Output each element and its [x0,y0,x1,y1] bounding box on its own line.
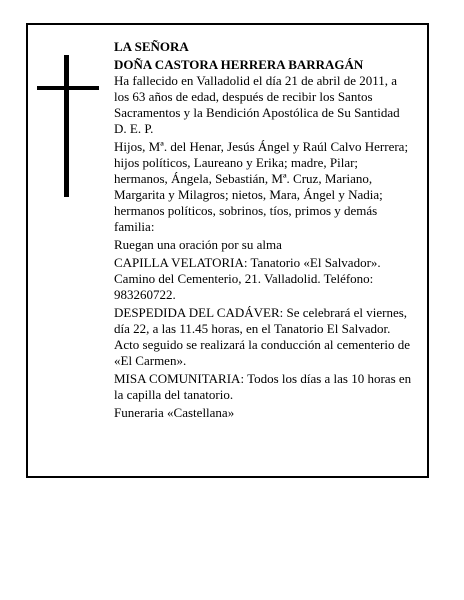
prayer-request: Ruegan una oración por su alma [114,237,282,252]
wake-chapel-info: CAPILLA VELATORIA: Tanatorio «El Salvador». Camino del Cementerio, 21. Valladolid. Teléfono: 983260722. [114,255,381,302]
title-line-1: LA SEÑORA [114,39,189,54]
death-announcement: Ha fallecido en Valladolid el día 21 de abril de 2011, a los 63 años de edad, después de recibir los Santos Sacramentos y la Bendición Apostólica de Su Santidad D. E. P. [114,73,400,136]
cross-vertical-bar [64,55,69,197]
funeral-home: Funeraria «Castellana» [114,405,235,420]
cross-icon [37,55,99,197]
farewell-info: DESPEDIDA DEL CADÁVER: Se celebrará el viernes, día 22, a las 11.45 horas, en el Tanatorio El Salvador. Acto seguido se realizará la conducción al cementerio de «El Carmen». [114,305,410,368]
family-list: Hijos, Mª. del Henar, Jesús Ángel y Raúl Calvo Herrera; hijos políticos, Laureano y Erika; madre, Pilar; hermanos, Ángela, Sebastián, Mª. Cruz, Mariano, Margarita y Milagros; nietos, Mara, Ángel y Nadia; hermanos políticos, sobrinos, tíos, primos y demás familia: [114,139,409,234]
cross-horizontal-bar [37,86,99,90]
obituary-text [114,39,414,423]
community-mass-info: MISA COMUNITARIA: Todos los días a las 10 horas en la capilla del tanatorio. [114,371,412,402]
deceased-name: DOÑA CASTORA HERRERA BARRAGÁN [114,57,364,72]
